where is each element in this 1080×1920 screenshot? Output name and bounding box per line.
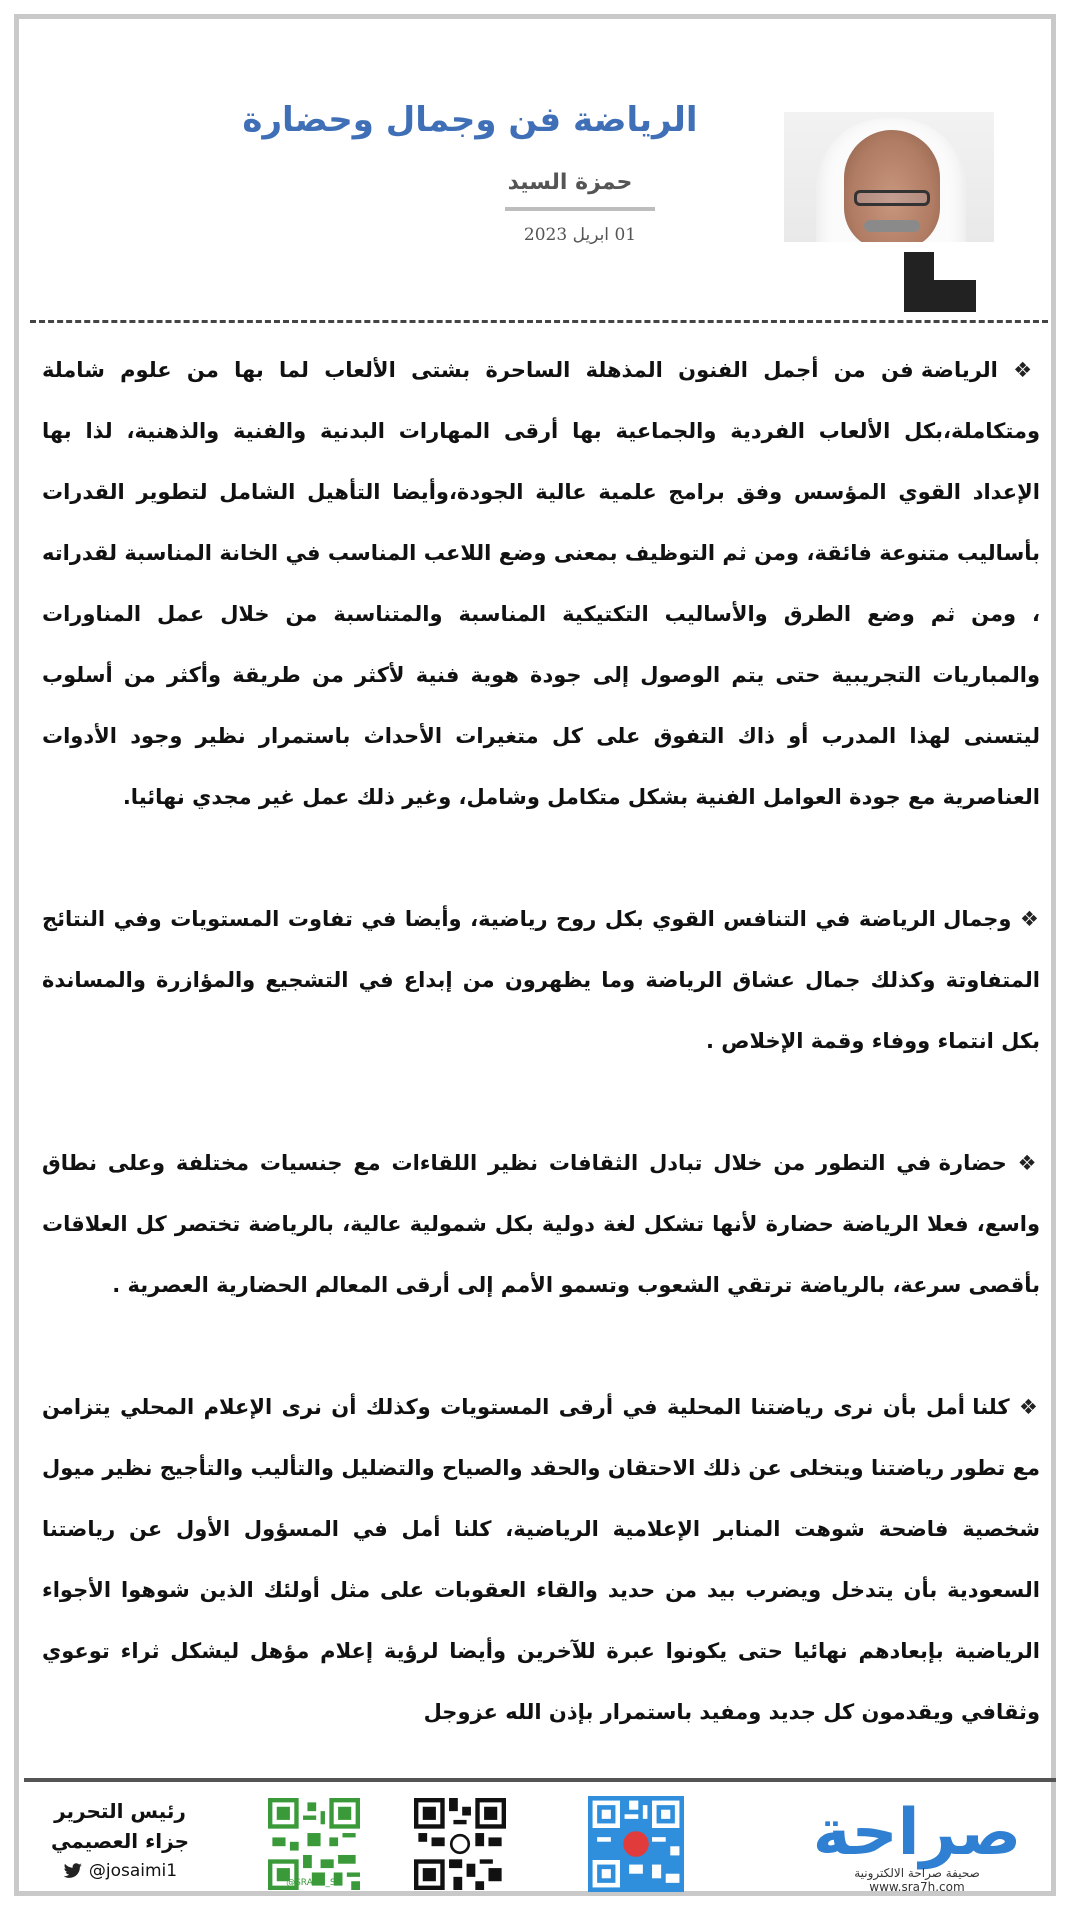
article-paragraph [42,340,1040,828]
editor-name: جزاء العصيمي [50,1829,190,1853]
header-divider [30,320,1048,323]
editor-block [30,1795,210,1883]
whatsapp-qr-code-icon[interactable] [414,1798,506,1890]
logo-wordmark: صراحة [812,1796,1022,1870]
article-body [42,340,1040,1750]
twitter-bird-icon [63,1863,83,1879]
sarahah-logo[interactable] [792,1796,1042,1896]
bullet-icon: ❖ [1019,1395,1041,1419]
author-photo [784,112,994,312]
twitter-handle-row[interactable] [63,1861,177,1881]
twitter-handle: @josaimi1 [88,1861,178,1881]
article-title: الرياضة فن وجمال وحضارة [242,100,698,140]
bullet-icon: ❖ [1017,1151,1041,1175]
editor-role: رئيس التحرير [54,1799,186,1823]
footer-divider [24,1778,1056,1782]
logo-url: www.sra7h.com [869,1880,965,1894]
author-underline [505,207,655,211]
bullet-icon: ❖ [1013,358,1041,382]
article-paragraph [42,889,1040,1072]
qr-caption: @SRA7H_SA [286,1878,342,1888]
author-glasses [854,190,930,206]
paragraph-text: كلنا أمل بأن نرى رياضتنا المحلية في أرقى المستويات وكذلك أن نرى الإعلام المحلي يتزامن مع تطور رياضتنا ويتخلى عن ذلك الاحتقان والحقد والصياح والتضليل والتأليب والتأجيج نظير ميول شخصية فاضحة شوهت المنابر الإعلامية الرياضية، كلنا أمل في المسؤول الأول عن رياضتنا السعودية بأن يتدخل ويضرب بيد من حديد والقاء العقوبات على مثل أولئك الذين شوهوا الأجواء الرياضية بإبعادهم نهائيا حتى يكونوا عبرة للآخرين وأيضا لرؤية إعلام مؤهل ليشكل ثراء توعوي وثقافي ويقدمون كل جديد ومفيد باستمرار بإذن الله عزوجل [42,1395,1040,1724]
article-paragraph [42,1133,1040,1316]
photo-decoration [904,252,934,312]
logo-tagline: صحيفة صراحة الالكترونية [854,1866,980,1880]
paragraph-text: حضارة في التطور من خلال تبادل الثقافات نظير اللقاءات مع جنسيات مختلفة وعلى نطاق واسع، فعلا الرياضة حضارة لأنها تشكل لغة دولية بكل شمولية عالية، بالرياضة تختصر كل العلاقات بأقصى سرعة، بالرياضة ترتقي الشعوب وتسمو الأمم إلى أرقى المعالم الحضارية العصرية . [42,1151,1040,1297]
bullet-icon: ❖ [1019,907,1041,931]
article-paragraph [42,1377,1040,1743]
article-date: 01 ابريل 2023 [523,225,637,245]
blue-qr-code-icon[interactable] [588,1796,684,1892]
author-mustache [864,220,920,232]
paragraph-text: وجمال الرياضة في التنافس القوي بكل روح رياضية، وأيضا في تفاوت المستويات وفي النتائج المتفاوتة وكذلك جمال عشاق الرياضة وما يظهرون من إبداع في التشجيع والمؤازرة والمساندة بكل انتماء ووفاء وقمة الإخلاص . [42,907,1040,1053]
green-qr-code-icon[interactable] [268,1798,360,1890]
article-author: حمزة السيد [507,170,633,195]
paragraph-text: الرياضة فن من أجمل الفنون المذهلة الساحرة بشتى الألعاب لما بها من علوم شاملة ومتكاملة،بكل الألعاب الفردية والجماعية بها أرقى المهارات البدنية والفنية والذهنية، لذا بها الإعداد القوي المؤسس وفق برامج علمية عالية الجودة،وأيضا التأهيل الشامل لتطوير القدرات بأساليب متنوعة فائقة، ومن ثم التوظيف بمعنى وضع اللاعب المناسب في الخانة المناسبة لقدراته ، ومن ثم وضع الطرق والأساليب التكتيكية المناسبة والمتناسبة من خلال عمل المناورات والمباريات التجريبية حتى يتم الوصول إلى جودة هوية فنية لأكثر من طريقة وأكثر من أسلوب ليتسنى لهذا المدرب أو ذاك التفوق على كل متغيرات الأحداث باستمرار نظير وجود الأدوات العناصرية مع جودة العوامل الفنية بشكل متكامل وشامل، وغير ذلك عمل غير مجدي نهائيا. [42,358,1040,809]
